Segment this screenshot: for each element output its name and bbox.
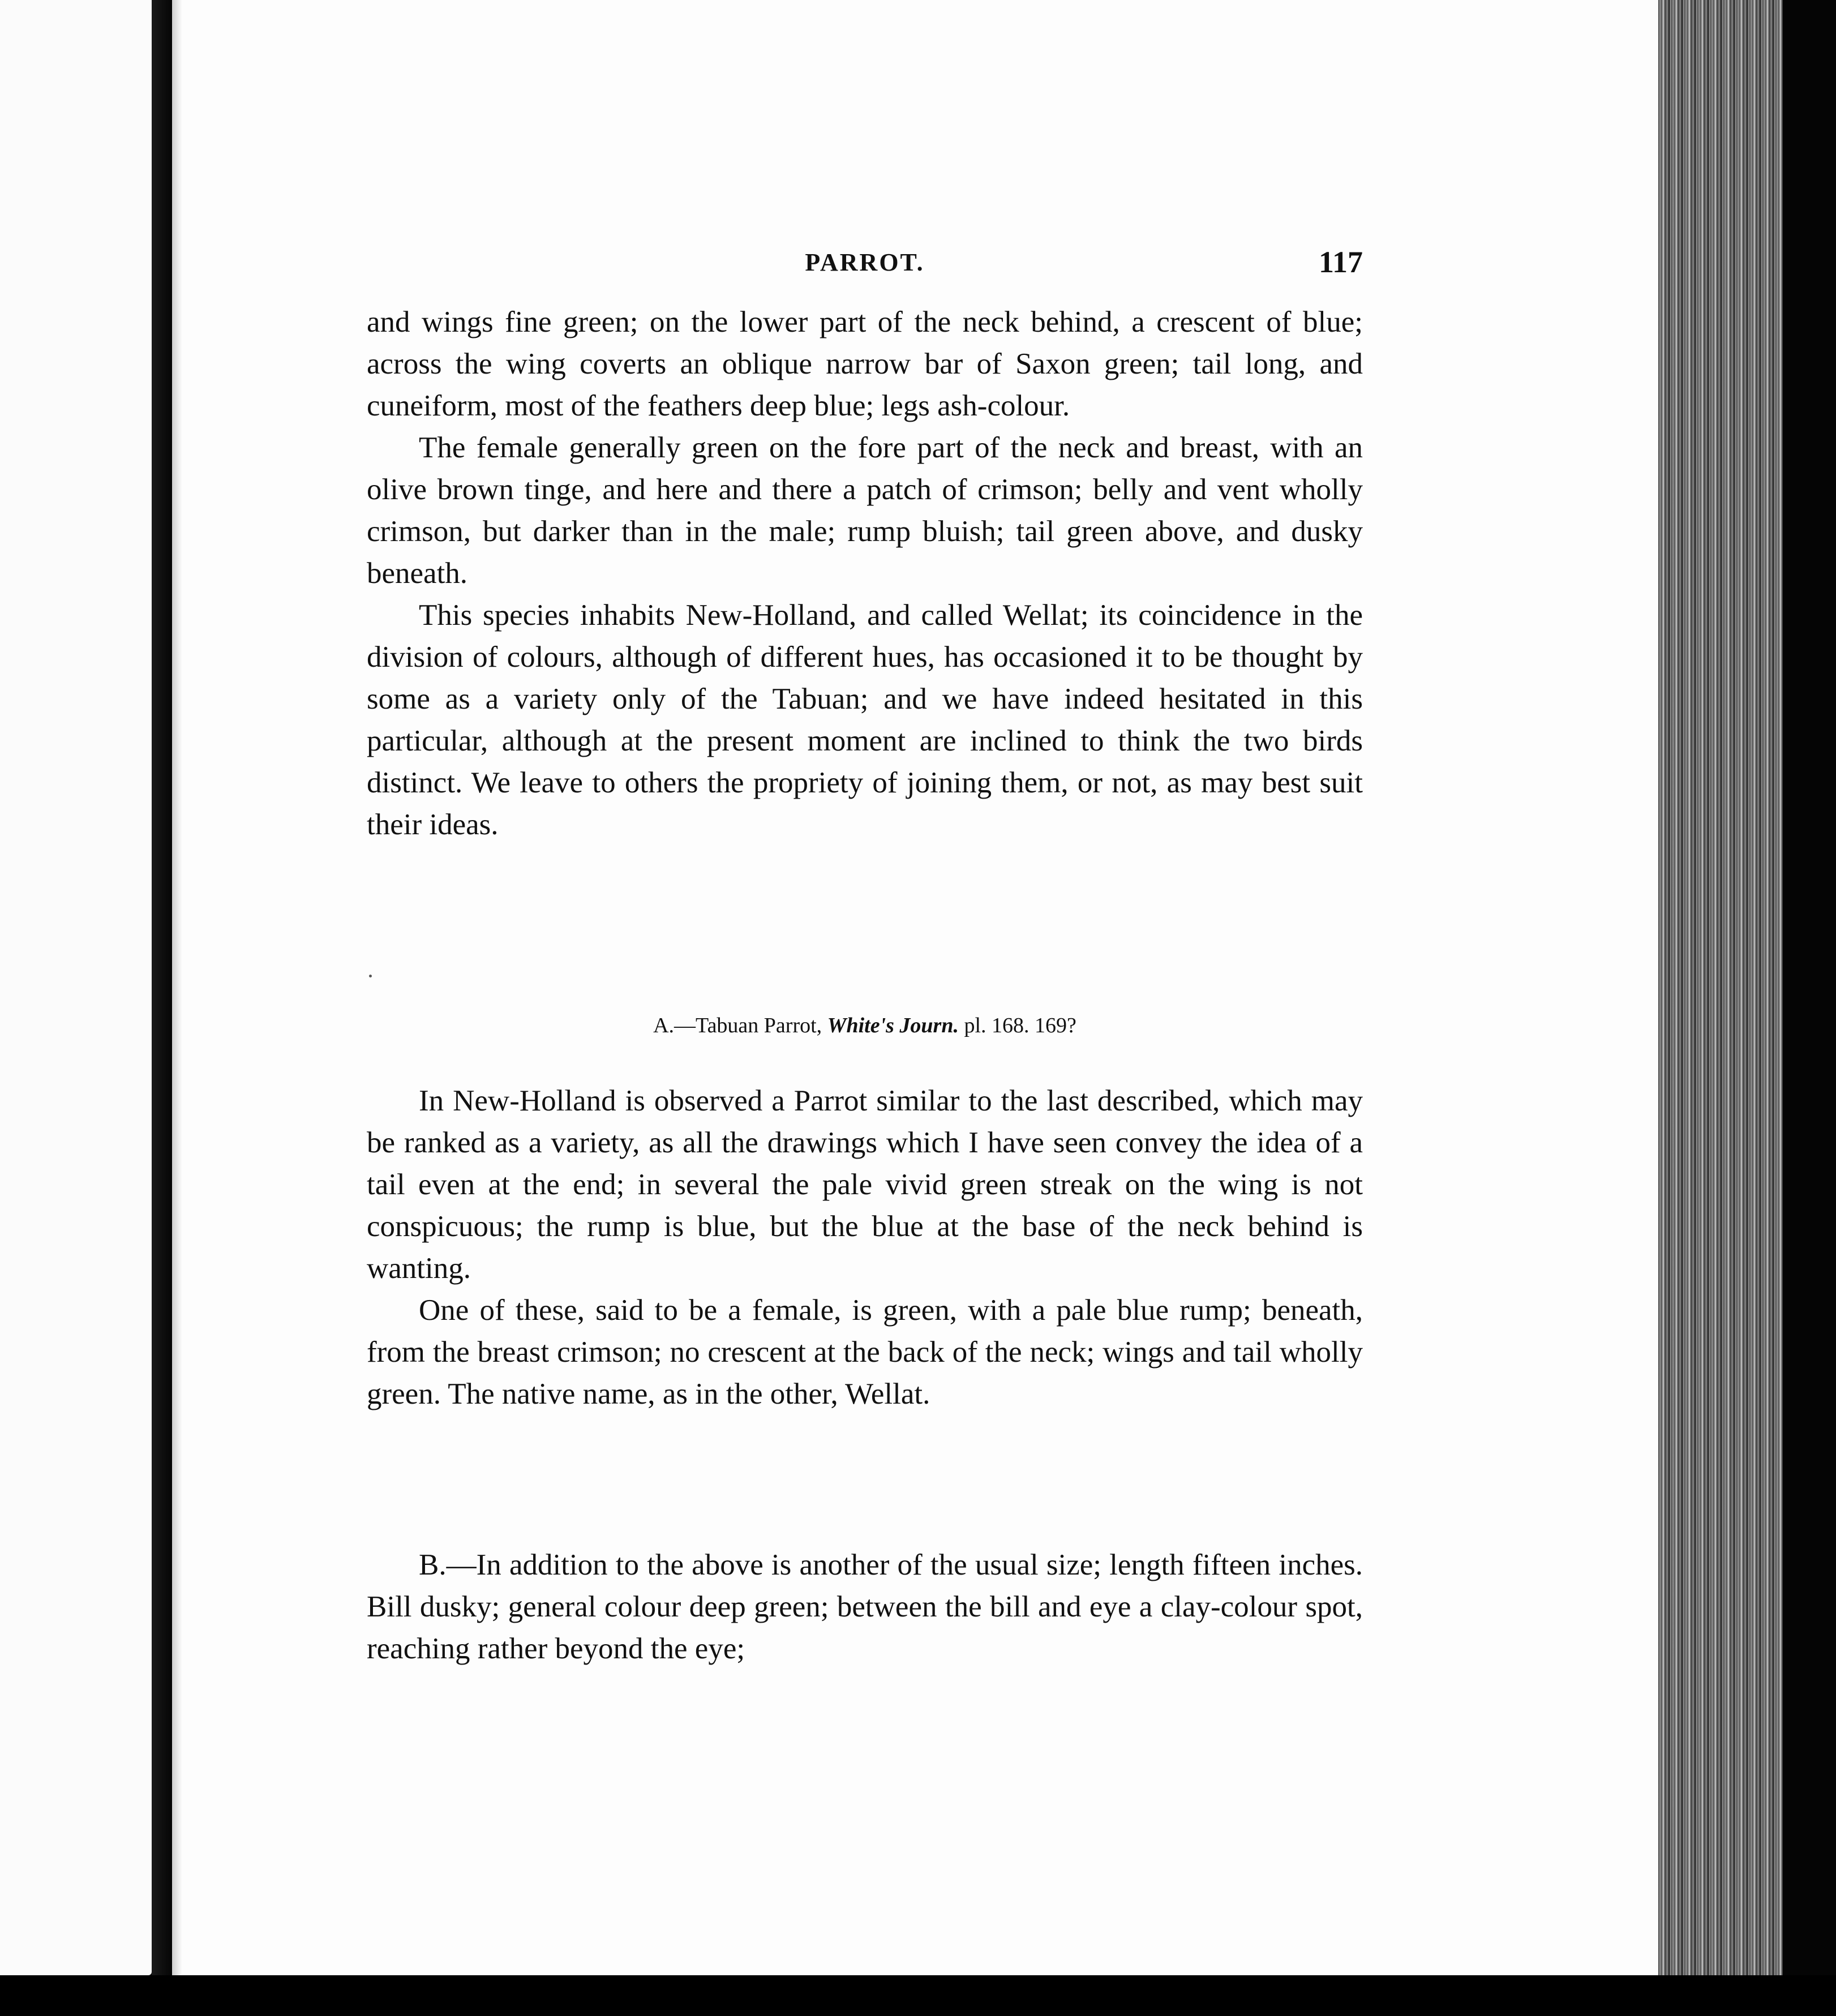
page-number: 117 [1318, 245, 1363, 279]
paragraph: The female generally green on the fore part of the neck and breast, with an olive brown tinge, and here and there a patch of crimson; belly and vent wholly crimson, but darker than in the male; rump bluish; tail green above, and dusky beneath. [367, 431, 1363, 590]
bottom-shadow [0, 1975, 1836, 2016]
paragraph: B.—In addition to the above is another of the usual size; length fifteen inches. Bill dusky; general colour deep green; between the bill and eye a clay-colour spot, reaching rather beyond the eye; [367, 1549, 1363, 1665]
text-block-1 [367, 301, 1363, 846]
variety-a-reference: White's Journ. [827, 1014, 959, 1037]
page-header [367, 245, 1363, 278]
paragraph: and wings fine green; on the lower part of the neck behind, a crescent of blue; across the wing coverts an oblique narrow bar of Saxon green; tail long, and cuneiform, most of the feathers deep blue; legs ash-colour. [367, 306, 1363, 422]
paragraph: One of these, said to be a female, is green, with a pale blue rump; beneath, from the breast crimson; no crescent at the back of the neck; wings and tail wholly green. The native name, as in the other, Wellat. [367, 1294, 1363, 1410]
previous-page-sliver [0, 0, 152, 1975]
variety-a-label: A.—Tabuan Parrot, [653, 1014, 822, 1037]
gutter [152, 0, 172, 2016]
book-page [172, 0, 1658, 1975]
page-shadow [172, 0, 182, 1975]
text-block-2 [367, 1080, 1363, 1415]
variety-a-plates: pl. 168. 169? [964, 1014, 1076, 1037]
print-speck [369, 975, 372, 977]
paragraph: In New-Holland is observed a Parrot similar to the last described, which may be ranked as a variety, as all the drawings which I have seen convey the idea of a tail even at the end; in several the pale vivid green streak on the wing is not conspicuous; the rump is blue, but the blue at the base of the neck behind is wanting. [367, 1084, 1363, 1285]
variety-a-heading [367, 1013, 1363, 1038]
paragraph: This species inhabits New-Holland, and called Wellat; its coincidence in the division of colours, although of different hues, has occasioned it to be thought by some as a variety only of the Tabuan; and we have indeed hesitated in this particular, although at the present moment are inclined to think the two birds distinct. We leave to others the propriety of joining them, or not, as may best suit their ideas. [367, 599, 1363, 841]
book-edge-dark [1783, 0, 1836, 2016]
running-head: PARROT. [805, 248, 925, 276]
text-block-3 [367, 1544, 1363, 1670]
